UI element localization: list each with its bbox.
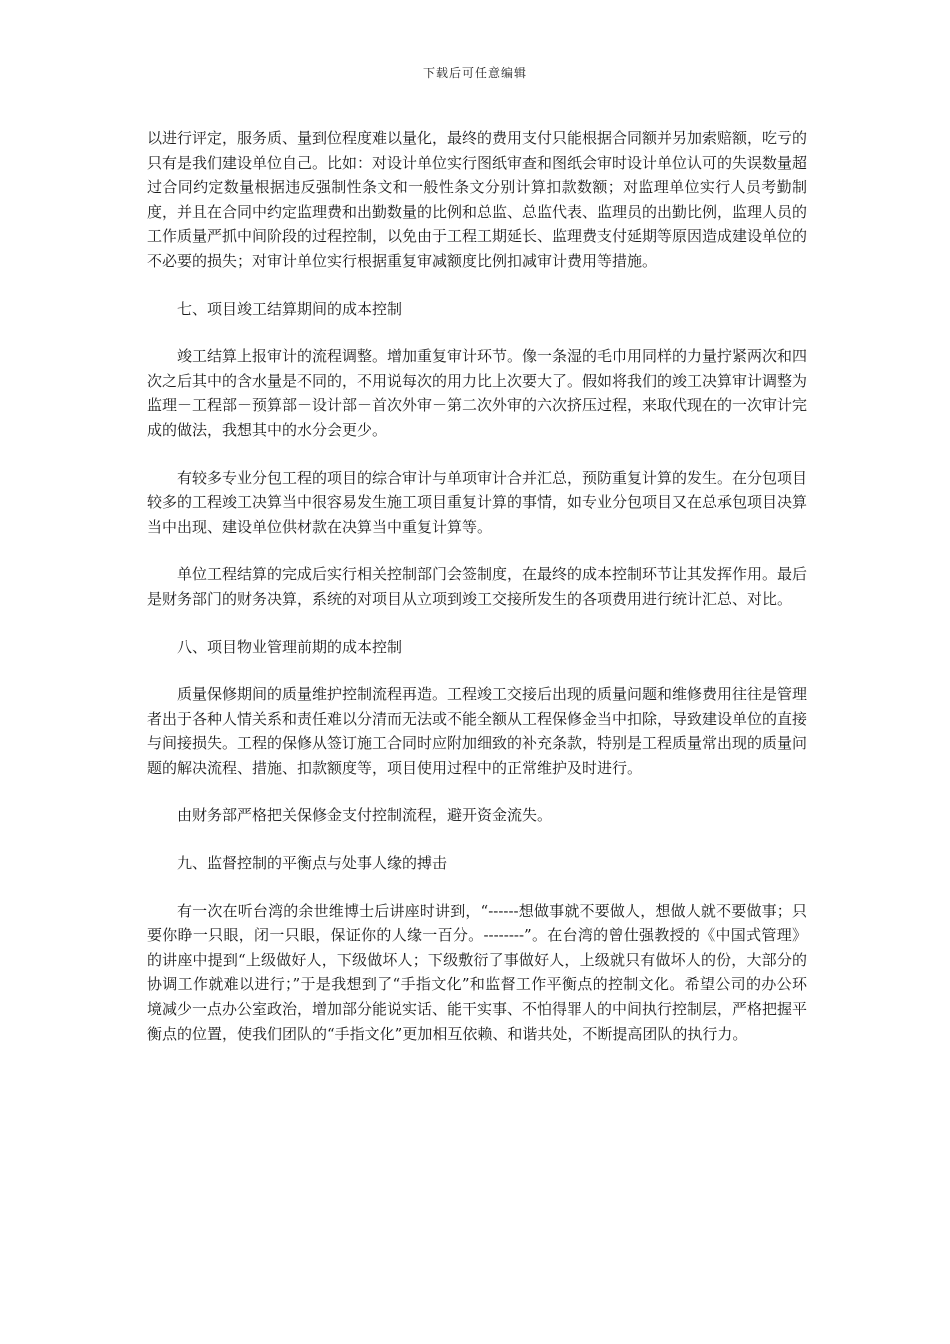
paragraph: 竣工结算上报审计的流程调整。增加重复审计环节。像一条湿的毛巾用同样的力量拧紧两次和四次之后其中的含水量是不同的，不用说每次的用力比上次要大了。假如将我们的竣工决算审计调整为监理－工程部－预算部－设计部－首次外审－第二次外审的六次挤压过程，来取代现在的一次审计完成的做法，我想其中的水分会更少。: [147, 347, 808, 439]
document-body: [147, 126, 807, 1069]
paragraph: 单位工程结算的完成后实行相关控制部门会签制度，在最终的成本控制环节让其发挥作用。最后是财务部门的财务决算，系统的对项目从立项到竣工交接所发生的各项费用进行统计汇总、对比。: [147, 565, 808, 608]
paragraph: 有一次在听台湾的余世维博士后讲座时讲到，“------想做事就不要做人，想做人就不要做事；只要你睁一只眼，闭一只眼，保证你的人缘一百分。--------”。在台湾的曾仕强教授的《中国式管理》的讲座中提到“上级做好人，下级做坏人；下级敷衍了事做好人，上级就只有做坏人的份，大部分的协调工作就难以进行；”于是我想到了“手指文化”和监督工作平衡点的控制文化。希望公司的办公环境减少一点办公室政治，增加部分能说实话、能干实事、不怕得罪人的中间执行控制层，严格把握平衡点的位置，使我们团队的“手指文化”更加相互依赖、和谐共处，不断提高团队的执行力。: [147, 901, 808, 1043]
page-header: 下载后可任意编辑: [422, 66, 527, 80]
paragraph: 质量保修期间的质量维护控制流程再造。工程竣工交接后出现的质量问题和维修费用往往是管理者出于各种人情关系和责任难以分清而无法或不能全额从工程保修金当中扣除，导致建设单位的直接与间接损失。工程的保修从签订施工合同时应附加细致的补充条款，特别是工程质量常出现的质量问题的解决流程、措施、扣款额度等，项目使用过程中的正常维护及时进行。: [147, 685, 808, 777]
paragraph: 以进行评定，服务质、量到位程度难以量化，最终的费用支付只能根据合同额并另加索赔额，吃亏的只有是我们建设单位自己。比如：对设计单位实行图纸审查和图纸会审时设计单位认可的失误数量超过合同约定数量根据违反强制性条文和一般性条文分别计算扣款数额；对监理单位实行人员考勤制度，并且在合同中约定监理费和出勤数量的比例和总监、总监代表、监理员的出勤比例，监理人员的工作质量严抓中间阶段的过程控制，以免由于工程工期延长、监理费支付延期等原因造成建设单位的不必要的损失；对审计单位实行根据重复审减额度比例扣减审计费用等措施。: [147, 129, 808, 270]
section-heading: 七、项目竣工结算期间的成本控制: [177, 299, 403, 318]
section-heading: 八、项目物业管理前期的成本控制: [177, 637, 403, 656]
section-heading: 九、监督控制的平衡点与处事人缘的搏击: [177, 854, 448, 873]
paragraph: 有较多专业分包工程的项目的综合审计与单项审计合并汇总，预防重复计算的发生。在分包项目较多的工程竣工决算当中很容易发生施工项目重复计算的事情，如专业分包项目又在总承包项目决算当中出现、建设单位供材款在决算当中重复计算等。: [147, 468, 808, 536]
paragraph: 由财务部严格把关保修金支付控制流程，避开资金流失。: [177, 806, 553, 825]
